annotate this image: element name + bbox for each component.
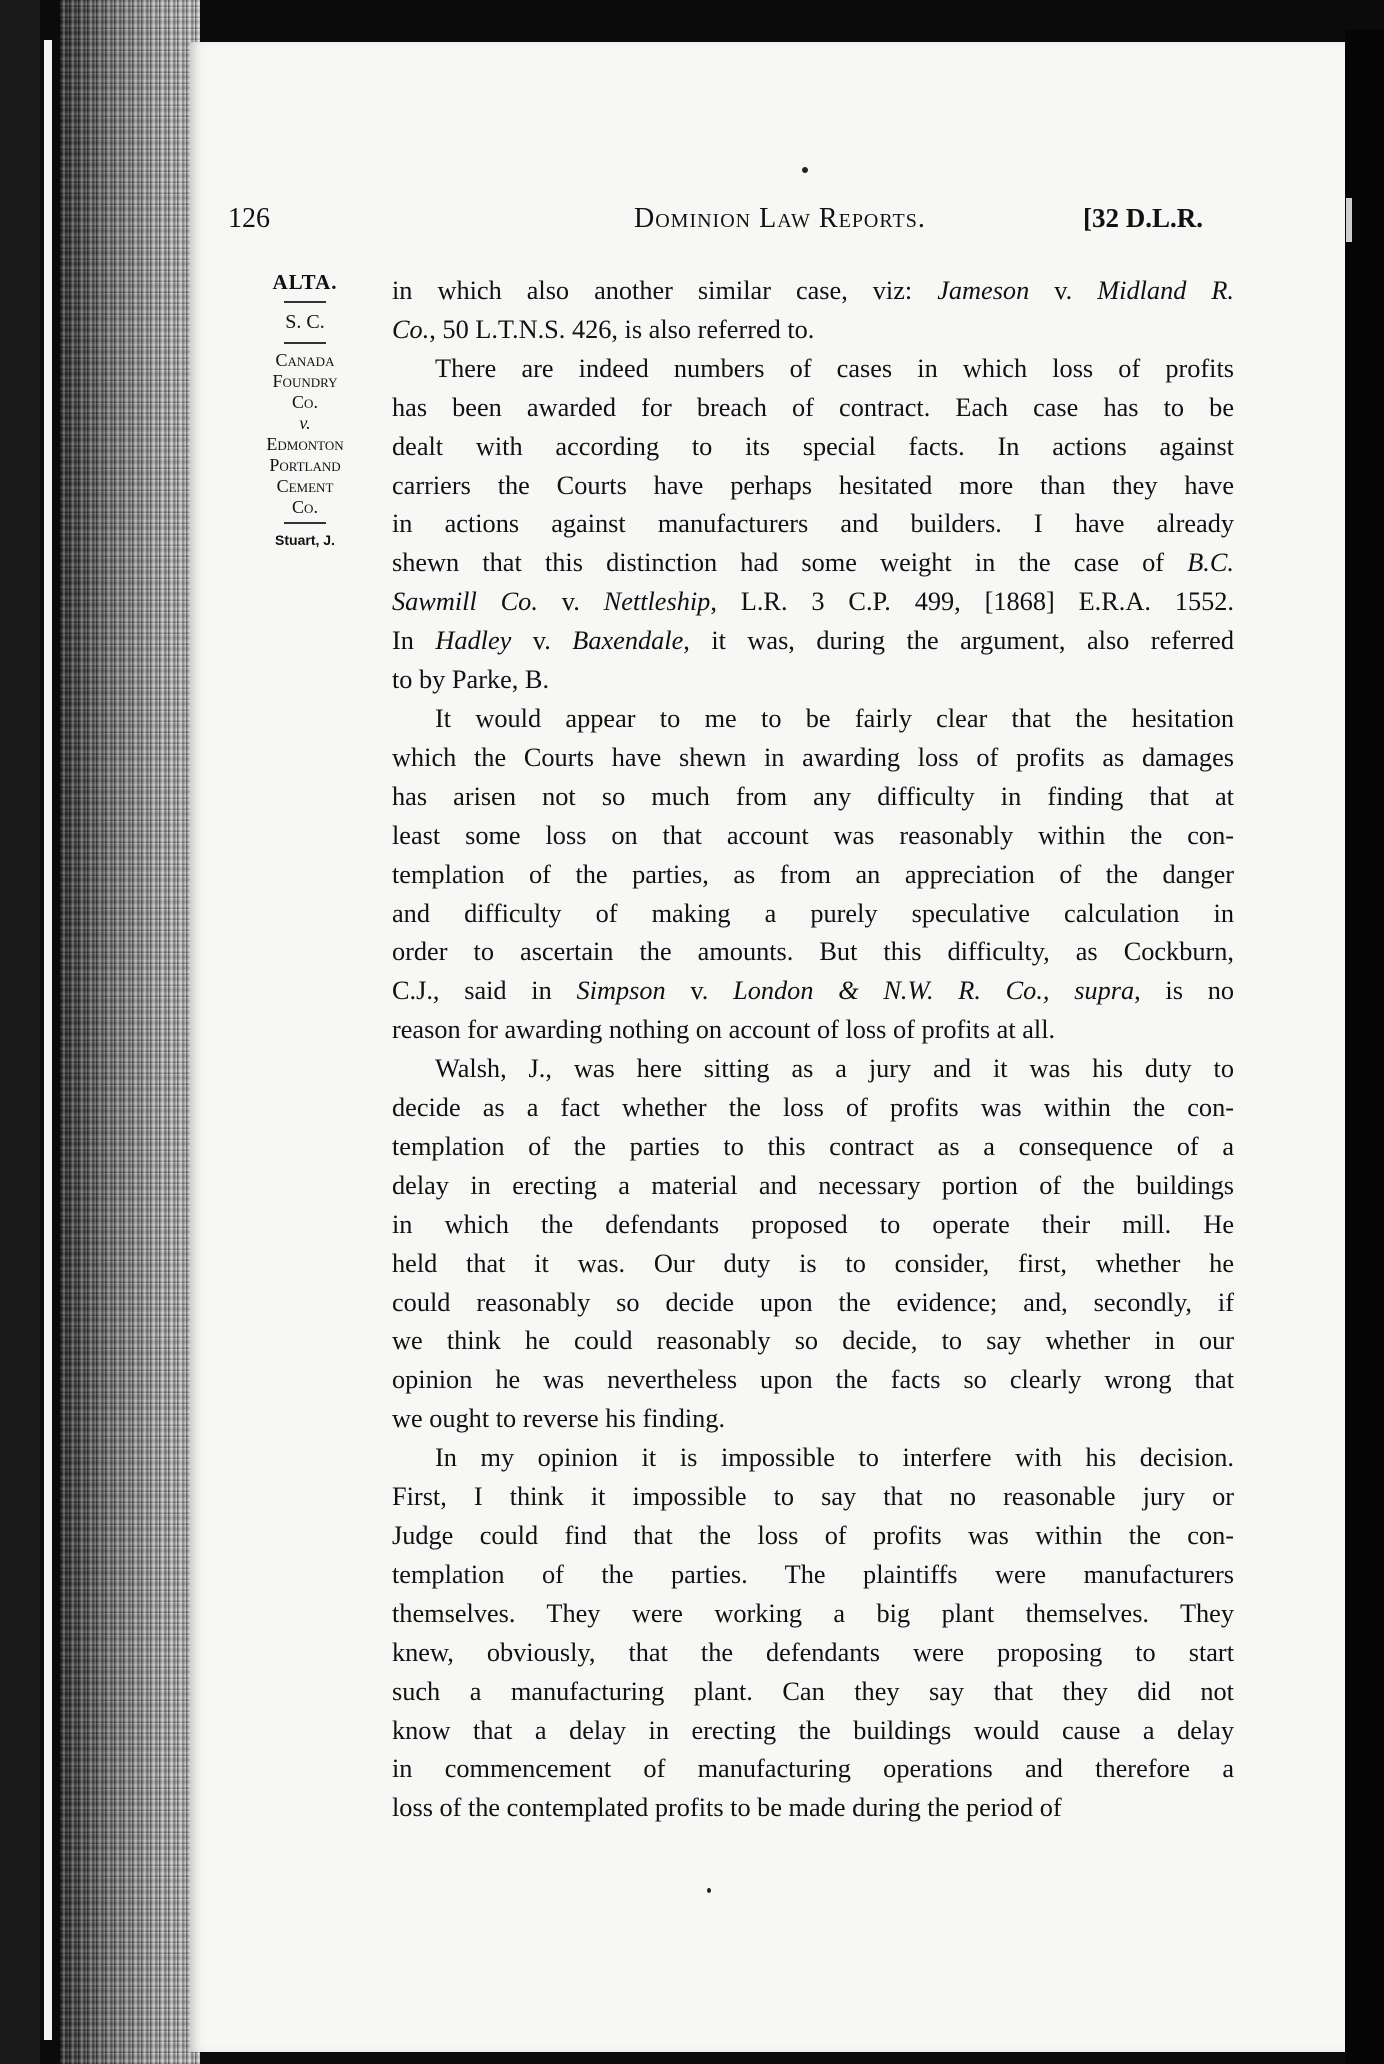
text-segment: , is no [1134,976,1234,1006]
text-line [392,817,1234,856]
case-name-italic: B.C. [1187,548,1234,578]
text-line [392,1634,1234,1673]
text-segment: C.J., said in [392,976,577,1006]
text-segment: First, I think it impossible to say that no reasonable jury or [392,1482,1234,1512]
text-line [392,1400,1234,1439]
text-line [392,856,1234,895]
text-segment: to by Parke, B. [392,665,550,695]
margin-plaintiff-line: Co. [292,392,318,412]
text-line [392,467,1234,506]
text-line [392,1050,1234,1089]
margin-rule [284,522,326,524]
text-segment: themselves. They were working a big plant themselves. They [392,1598,1234,1628]
text-segment: held that it was. Our duty is to consider, first, whether he [392,1248,1234,1278]
text-segment: , 50 L.T.N.S. 426, is also referred to. [429,314,815,344]
text-line [392,1673,1234,1712]
text-line [392,739,1234,778]
text-segment: templation of the parties to this contract as a consequence of a [392,1131,1234,1161]
text-segment: and difficulty of making a purely speculative calculation in [392,898,1234,928]
text-segment: know that a delay in erecting the buildings would cause a delay [392,1715,1234,1745]
margin-versus: v. [299,413,311,433]
running-title: Dominion Law Reports. [634,203,926,234]
text-line [392,505,1234,544]
text-line [392,1089,1234,1128]
text-segment: order to ascertain the amounts. But this difficulty, as Cockburn, [392,937,1234,967]
text-line [392,972,1234,1011]
margin-plaintiff-line: Canada [275,350,335,370]
text-segment: which the Courts have shewn in awarding loss of profits as damages [392,742,1234,772]
body-text [392,272,1234,1828]
text-line [392,1478,1234,1517]
margin-judge: Stuart, J. [275,532,335,548]
case-name-italic: Baxendale [572,626,684,656]
case-name-italic: Sawmill Co. [392,587,538,617]
text-segment: we ought to reverse his finding. [392,1404,726,1434]
text-segment: shewn that this distinction had some weight in the case of [392,548,1188,578]
margin-defendant-line: Co. [292,497,318,517]
text-line [392,778,1234,817]
text-segment: in commencement of manufacturing operations and therefore a [392,1754,1234,1784]
text-line [392,933,1234,972]
text-segment: templation of the parties. The plaintiffs were manufacturers [392,1559,1234,1589]
text-line [392,1011,1234,1050]
ink-speck [802,167,808,173]
margin-defendant-line: Edmonton [266,434,344,454]
text-segment: in which the defendants proposed to operate their mill. He [392,1209,1234,1239]
text-segment: dealt with according to its special facts. In actions against [392,431,1234,461]
text-segment: v. [1029,276,1098,305]
text-segment: templation of the parties, as from an appreciation of the danger [392,859,1234,889]
text-segment: least some loss on that account was reasonably within the con- [392,820,1234,850]
ink-speck [707,1888,711,1893]
text-segment: v. [511,626,573,656]
text-line [392,311,1234,350]
text-line [392,1245,1234,1284]
text-segment: v. [537,587,604,617]
right-scan-border [1345,30,1384,2064]
text-segment: has arisen not so much from any difficulty in finding that at [392,781,1234,811]
text-line [392,1167,1234,1206]
text-segment: decide as a fact whether the loss of profits was within the con- [392,1093,1234,1123]
margin-defendant-line: Portland [269,455,341,475]
text-line [392,700,1234,739]
text-segment: in actions against manufacturers and builders. I have already [392,509,1234,539]
text-line [392,1750,1234,1789]
text-line [392,1439,1234,1478]
text-line [392,1322,1234,1361]
text-segment: has been awarded for breach of contract. Each case has to be [392,392,1234,422]
text-segment: It would appear to me to be fairly clear that the hesitation [435,703,1234,733]
text-segment: Walsh, J., was here sitting as a jury and it was his duty to [435,1054,1234,1084]
text-segment: opinion he was nevertheless upon the facts so clearly wrong that [392,1365,1234,1395]
margin-plaintiff-line: Foundry [272,371,338,391]
text-segment: In [392,626,436,656]
case-name-italic: Co. [392,314,430,344]
volume-reference: [32 D.L.R. [1083,203,1203,233]
text-line [392,1789,1234,1828]
text-line [392,1361,1234,1400]
text-segment: knew, obviously, that the defendants were proposing to start [392,1637,1234,1667]
text-line [392,389,1234,428]
text-line [392,428,1234,467]
text-line [392,622,1234,661]
text-line [392,661,1234,700]
text-line [392,1284,1234,1323]
text-segment: There are indeed numbers of cases in which loss of profits [435,353,1234,383]
margin-defendant-line: Cement [276,476,334,496]
text-line [392,544,1234,583]
text-segment: , it was, during the argument, also referred [683,626,1234,656]
case-name-italic: Jameson [937,276,1030,305]
right-edge-mark [1346,198,1352,242]
case-name-italic: Midland R. [1097,276,1234,305]
text-segment: in which also another similar case, viz: [392,276,938,305]
text-segment: In my opinion it is impossible to interfere with his decision. [435,1443,1234,1473]
text-segment: we think he could reasonably so decide, to say whether in our [392,1326,1234,1356]
page-number: 126 [228,203,270,234]
margin-rule [284,301,326,303]
text-line [392,1517,1234,1556]
text-line [392,895,1234,934]
text-segment: , L.R. 3 C.P. 499, [1868] E.R.A. 1552. [710,587,1234,617]
book-cover-edge [0,0,40,2064]
case-name-italic: Simpson [576,976,666,1006]
text-segment: could reasonably so decide upon the evidence; and, secondly, if [392,1287,1234,1317]
margin-case-name [246,350,364,518]
text-segment: reason for awarding nothing on account of loss of profits at all. [392,1015,1056,1045]
text-line [392,1556,1234,1595]
text-segment: Judge could find that the loss of profits was within the con- [392,1521,1234,1550]
margin-rule [284,342,326,344]
text-segment: loss of the contemplated profits to be made during the period of [392,1793,1062,1823]
margin-notes [246,270,364,548]
cover-edge-highlight [44,40,52,2040]
text-line [392,1206,1234,1245]
text-line [392,272,1234,311]
margin-court: S. C. [285,311,325,333]
text-segment: carriers the Courts have perhaps hesitated more than they have [392,470,1234,500]
text-segment: delay in erecting a material and necessary portion of the buildings [392,1170,1234,1200]
text-line [392,583,1234,622]
page-gutter-speckle [60,0,200,2064]
case-name-italic: Hadley [435,626,512,656]
text-line [392,1712,1234,1751]
text-line [392,350,1234,389]
text-line [392,1595,1234,1634]
margin-province: ALTA. [272,270,338,294]
text-line [392,1128,1234,1167]
case-name-italic: London & N.W. R. Co., supra [733,976,1135,1006]
case-name-italic: Nettleship [603,587,711,617]
text-segment: such a manufacturing plant. Can they say that they did not [392,1676,1234,1706]
text-segment: v. [665,976,734,1006]
